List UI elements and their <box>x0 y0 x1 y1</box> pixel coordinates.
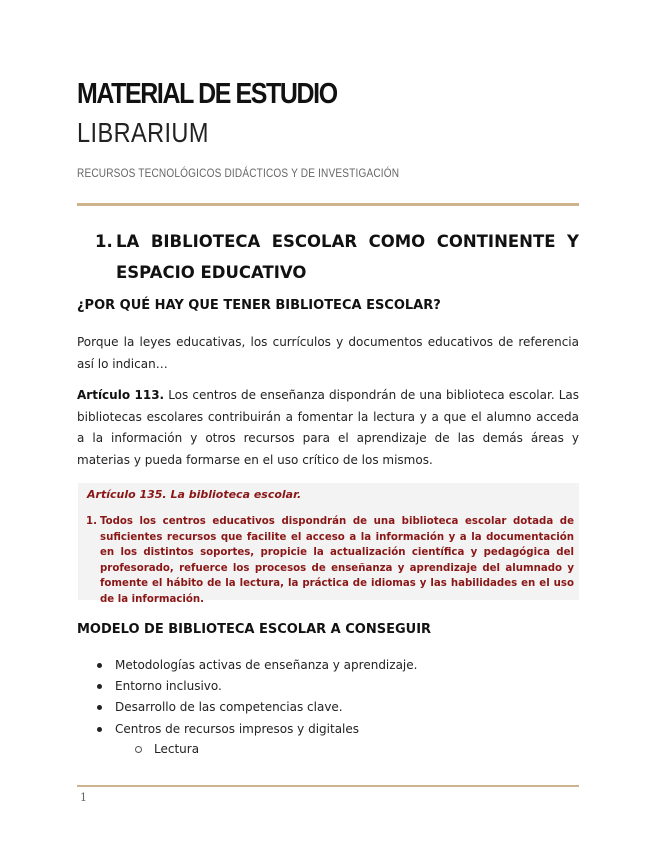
model-bullet-list <box>97 655 417 740</box>
article-135-quote <box>78 483 579 605</box>
document-title: MATERIAL DE ESTUDIO <box>77 78 337 110</box>
bullet-icon <box>97 727 102 732</box>
article-113-label: Artículo 113. <box>77 388 165 402</box>
document-subtitle: LIBRARIUM <box>77 117 209 148</box>
document-kicker: RECURSOS TECNOLÓGICOS DIDÁCTICOS Y DE INVESTIGACIÓN <box>77 166 400 180</box>
list-item-text: Metodologías activas de enseñanza y aprendizaje. <box>115 658 418 672</box>
sub-list-item <box>135 739 199 760</box>
list-item <box>97 719 417 740</box>
bullet-icon <box>97 705 102 710</box>
list-item-text: Centros de recursos impresos y digitales <box>115 721 360 736</box>
quote-title: Artículo 135. La biblioteca escolar. <box>87 488 302 501</box>
section-number: 1. <box>95 232 113 251</box>
list-item-text: Entorno inclusivo. <box>115 679 222 694</box>
list-item <box>97 676 417 697</box>
bullet-icon <box>97 684 102 689</box>
bullet-icon <box>97 663 102 668</box>
footer-divider <box>77 785 579 787</box>
question-heading: ¿POR QUÉ HAY QUE TENER BIBLIOTECA ESCOLAR? <box>77 298 441 313</box>
page-number: 1 <box>80 791 87 804</box>
list-item-text: Desarrollo de las competencias clave. <box>115 700 343 715</box>
section-heading <box>95 226 579 288</box>
quote-item-text: Todos los centros educativos dispondrán de una biblioteca escolar dotada de suficientes recursos que facilite el acceso a la información y a la documentación en los distintos soportes, propicie la actualización científica y pedagógica del profesorado, refuerce los procesos de enseñanza y aprendizaje del alumnado y fomente el hábito de la lectura, la práctica de idiomas y las habilidades en el uso de la información. <box>100 516 574 605</box>
list-item <box>97 697 417 718</box>
header-divider <box>77 203 579 206</box>
section-heading-text: LA BIBLIOTECA ESCOLAR COMO CONTINENTE Y ESPACIO EDUCATIVO <box>116 232 579 282</box>
sub-list-item-text: Lectura <box>154 742 200 756</box>
paragraph-intro: Porque la leyes educativas, los currículos y documentos educativos de referencia así lo indican… <box>77 335 579 371</box>
quote-item <box>86 514 574 607</box>
model-heading: MODELO DE BIBLIOTECA ESCOLAR A CONSEGUIR <box>77 622 432 637</box>
article-113-text: Los centros de enseñanza dispondrán de una biblioteca escolar. Las bibliotecas escolares contribuirán a fomentar la lectura y a que el alumno acceda a la información y otros recursos para el aprendizaje de las demás áreas y materias y pueda formarse en el uso crítico de los mismos. <box>77 388 580 467</box>
quote-item-number: 1. <box>86 516 97 527</box>
list-item <box>97 655 417 676</box>
hollow-bullet-icon <box>135 746 142 753</box>
paragraph-article-113 <box>77 385 579 471</box>
